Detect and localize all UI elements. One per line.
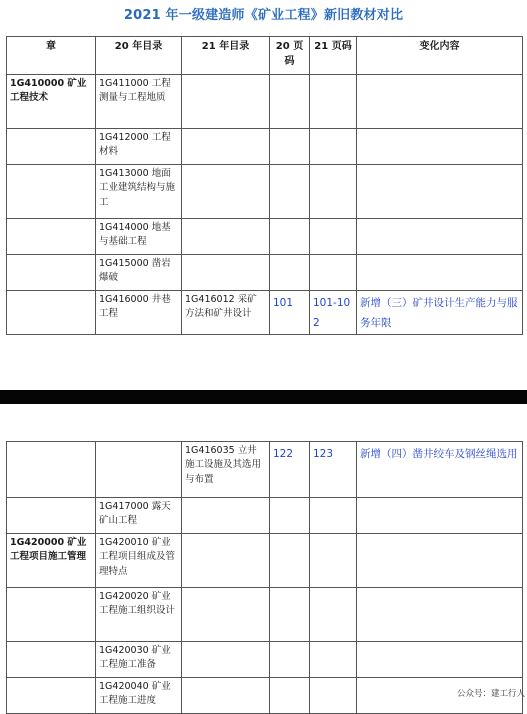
change-cell bbox=[357, 588, 523, 642]
change-cell bbox=[357, 165, 523, 219]
chapter-cell bbox=[7, 498, 96, 534]
toc-2021-cell: 1G416035 立井施工设施及其选用与布置 bbox=[182, 442, 270, 498]
page-2020-cell bbox=[270, 129, 310, 165]
chapter-cell: 1G420000 矿业工程项目施工管理 bbox=[7, 534, 96, 588]
table-row bbox=[7, 642, 523, 678]
footer-watermark: 公众号：建工行人 bbox=[456, 689, 525, 699]
toc-2021-cell bbox=[182, 498, 270, 534]
chapter-cell bbox=[7, 291, 96, 335]
page-2021-cell bbox=[310, 588, 357, 642]
page-title: 2021 年一级建造师《矿业工程》新旧教材对比 bbox=[123, 8, 404, 23]
toc-2021-cell bbox=[182, 678, 270, 714]
toc-2020-cell: 1G413000 地面工业建筑结构与施工 bbox=[96, 165, 182, 219]
toc-2021-cell bbox=[182, 642, 270, 678]
page-2020-cell: 101 bbox=[270, 291, 310, 335]
page-2021-cell bbox=[310, 129, 357, 165]
toc-2020-cell: 1G420040 矿业工程施工进度 bbox=[96, 678, 182, 714]
comparison-table-top bbox=[6, 36, 523, 335]
toc-2020-cell: 1G420030 矿业工程施工准备 bbox=[96, 642, 182, 678]
page-2020-cell bbox=[270, 165, 310, 219]
table-row bbox=[7, 129, 523, 165]
toc-2021-cell bbox=[182, 75, 270, 129]
chapter-cell bbox=[7, 588, 96, 642]
page-2020-cell bbox=[270, 534, 310, 588]
chapter-cell bbox=[7, 165, 96, 219]
page-2020-cell bbox=[270, 678, 310, 714]
toc-2020-cell bbox=[96, 442, 182, 498]
table-row bbox=[7, 588, 523, 642]
table-row bbox=[7, 165, 523, 219]
page-2020-cell bbox=[270, 255, 310, 291]
table-row bbox=[7, 255, 523, 291]
page-2021-cell bbox=[310, 255, 357, 291]
page-2020-cell bbox=[270, 498, 310, 534]
page-2020-cell bbox=[270, 588, 310, 642]
page-2021-cell bbox=[310, 642, 357, 678]
header-2020-page: 20 页码 bbox=[270, 37, 310, 75]
table-row bbox=[7, 219, 523, 255]
toc-2020-cell: 1G416000 井巷工程 bbox=[96, 291, 182, 335]
table-row bbox=[7, 678, 523, 714]
header-2021-page: 21 页码 bbox=[310, 37, 357, 75]
toc-2021-cell bbox=[182, 129, 270, 165]
comparison-table-bottom bbox=[6, 441, 523, 714]
page-2021-cell: 123 bbox=[310, 442, 357, 498]
toc-2020-cell: 1G411000 工程测量与工程地质 bbox=[96, 75, 182, 129]
toc-2020-cell: 1G417000 露天矿山工程 bbox=[96, 498, 182, 534]
change-cell bbox=[357, 534, 523, 588]
toc-2020-cell: 1G412000 工程材料 bbox=[96, 129, 182, 165]
toc-2020-cell: 1G414000 地基与基础工程 bbox=[96, 219, 182, 255]
header-2020-toc: 20 年目录 bbox=[96, 37, 182, 75]
change-cell bbox=[357, 642, 523, 678]
table-row bbox=[7, 534, 523, 588]
page-2021-cell bbox=[310, 534, 357, 588]
table-row bbox=[7, 75, 523, 129]
change-cell bbox=[357, 255, 523, 291]
page-2020-cell bbox=[270, 642, 310, 678]
page-2021-cell: 101-102 bbox=[310, 291, 357, 335]
change-cell: 新增（四）凿井绞车及钢丝绳选用 bbox=[357, 442, 523, 498]
change-cell bbox=[357, 129, 523, 165]
toc-2020-cell: 1G415000 凿岩爆破 bbox=[96, 255, 182, 291]
page-2020-cell: 122 bbox=[270, 442, 310, 498]
page-2021-cell bbox=[310, 165, 357, 219]
toc-2021-cell bbox=[182, 588, 270, 642]
change-cell bbox=[357, 498, 523, 534]
page-2021-cell bbox=[310, 75, 357, 129]
chapter-cell bbox=[7, 642, 96, 678]
table-row bbox=[7, 442, 523, 498]
change-cell bbox=[357, 219, 523, 255]
page-2021-cell bbox=[310, 219, 357, 255]
chapter-cell bbox=[7, 219, 96, 255]
chapter-cell bbox=[7, 255, 96, 291]
header-chapter: 章 bbox=[7, 37, 96, 75]
chapter-cell bbox=[7, 442, 96, 498]
toc-2021-cell bbox=[182, 534, 270, 588]
toc-2021-cell: 1G416012 采矿方法和矿井设计 bbox=[182, 291, 270, 335]
toc-2021-cell bbox=[182, 255, 270, 291]
page-2020-cell bbox=[270, 219, 310, 255]
chapter-cell bbox=[7, 129, 96, 165]
chapter-cell bbox=[7, 678, 96, 714]
toc-2021-cell bbox=[182, 165, 270, 219]
table-row bbox=[7, 291, 523, 335]
header-changes: 变化内容 bbox=[357, 37, 523, 75]
page-2021-cell bbox=[310, 678, 357, 714]
chapter-cell: 1G410000 矿业工程技术 bbox=[7, 75, 96, 129]
toc-2021-cell bbox=[182, 219, 270, 255]
page-2021-cell bbox=[310, 498, 357, 534]
change-cell: 新增（三）矿井设计生产能力与服务年限 bbox=[357, 291, 523, 335]
header-2021-toc: 21 年目录 bbox=[182, 37, 270, 75]
table-row bbox=[7, 498, 523, 534]
change-cell bbox=[357, 75, 523, 129]
toc-2020-cell: 1G420010 矿业工程项目组成及管理特点 bbox=[96, 534, 182, 588]
page-2020-cell bbox=[270, 75, 310, 129]
page-divider bbox=[0, 390, 527, 404]
toc-2020-cell: 1G420020 矿业工程施工组织设计 bbox=[96, 588, 182, 642]
